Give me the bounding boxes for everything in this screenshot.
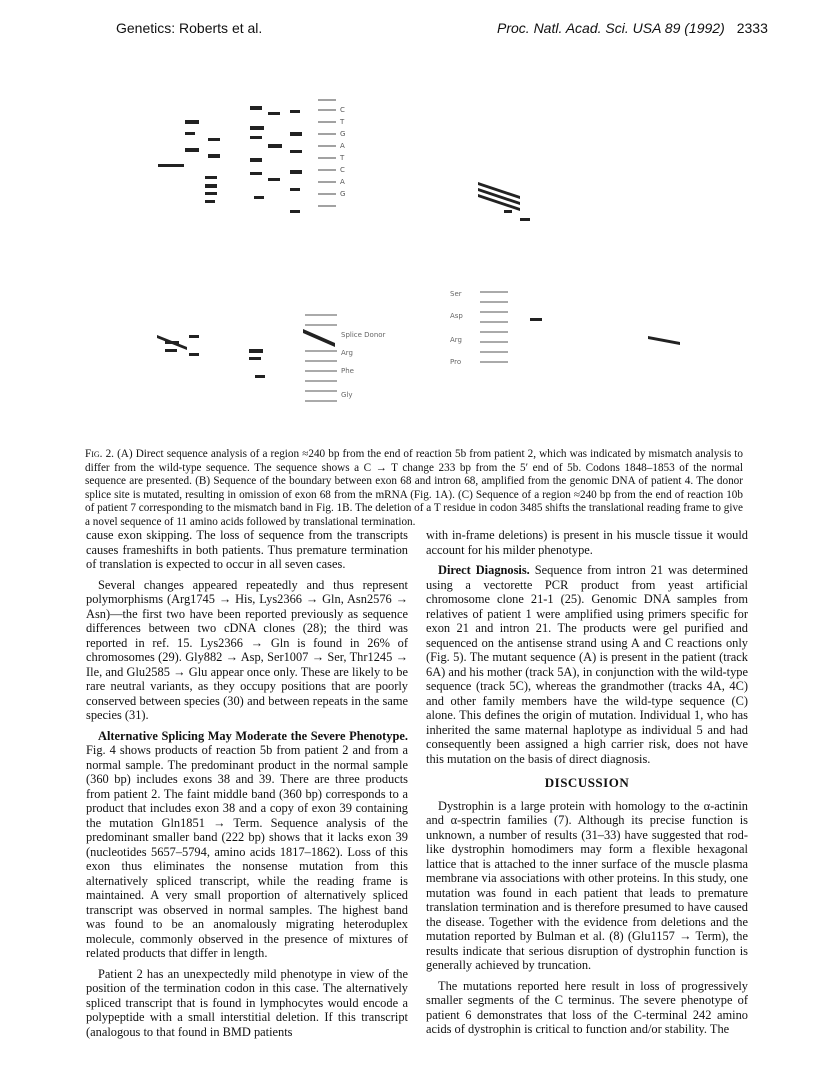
caption-lead: Fig. 2.	[85, 448, 114, 460]
running-head: Genetics: Roberts et al.	[116, 20, 263, 36]
amino-acid-label: Asp	[450, 312, 463, 320]
run-in-heading: Direct Diagnosis.	[438, 563, 530, 577]
base-label: G	[340, 190, 346, 198]
journal-name: Proc. Natl. Acad. Sci. USA 89 (1992)	[497, 20, 725, 36]
paragraph: Patient 2 has an unexpectedly mild phenotype in view of the position of the termination codon in this case. The alternatively spliced transcript that is found in lymphocytes would encode a polypeptide with a small interstitial deletion. If this transcript (analogous to that found in BMD patients	[86, 966, 408, 1039]
paragraph-body: Fig. 4 shows products of reaction 5b from patient 2 and from a normal sample. The predominant product in the normal sample (360 bp) includes exons 38 and 39. There are three products from patient 2. The faint middle band (360 bp) corresponds to a product that includes exon 38 and a copy of exon 39 containing the mutation Gln1851 → Term. Sequence analysis of the predominant smaller band (222 bp) shows that it lacks exon 39 (nucleotides 5657–5794, amino acids 1817–1862). Loss of this exon thus eliminates the nonsense mutation from this alternatively spliced transcript, while the reading frame is maintained. A very small proportion of alternatively spliced transcript was observed in normal samples. The highest band was found to be an anomalously migrating heteroduplex molecule, commonly observed in the presence of mixtures of related products that differ in length.	[86, 743, 408, 960]
paragraph: with in-frame deletions) is present in his muscle tissue it would account for his milder phenotype.	[426, 528, 748, 557]
caption-text: (A) Direct sequence analysis of a region ≈240 bp from the end of reaction 5b from patient 2, which was indicated by mismatch analysis to differ from the wild-type sequence. The sequence shows a C → T change 233 bp from the 5′ end of 5b. Codons 1848–1853 of the normal sequence are presented. (B) Sequence of the boundary between exon 68 and intron 68, amplified from the genomic DNA of patient 4. The donor splice site is mutated, resulting in omission of exon 68 from the mRNA (Fig. 1A). (C) Sequence of a region ≈240 bp from the end of reaction 10b of patient 7 corresponding to the mismatch band in Fig. 1B. The deletion of a T residue in codon 3485 shifts the translational reading frame to give a novel sequence of 11 amino acids followed by translational termination.	[85, 448, 743, 528]
paragraph: Several changes appeared repeatedly and thus represent polymorphisms (Arg1745 → His, Lys2366 → Gln, Asn2576 → Asn)—the first two have been reported previously as sequence differences between two cDNA clones (28); the third was reported in ref. 15. Lys2366 → Gln is found in 26% of chromosomes (29). Gly882 → Asp, Ser1007 → Ser, Thr1245 → Ile, and Glu2585 → Glu appear once only. These are likely to be rare neutral variants, as they occupy positions that are poorly conserved between species (30) and between repeats in the same species (31).	[86, 577, 408, 722]
amino-acid-label: Pro	[450, 358, 462, 366]
annotation-label: Gly	[341, 391, 353, 399]
base-label: C	[340, 106, 345, 114]
paragraph: cause exon skipping. The loss of sequence from the transcripts causes frameshifts in both patients. Thus premature termination of translation is expected to occur in all seven cases.	[86, 528, 408, 571]
annotation-label: Arg	[341, 349, 353, 357]
page-number: 2333	[736, 20, 768, 36]
paragraph: Dystrophin is a large protein with homology to the α-actinin and α-spectrin families (7). Although its precise function is unknown, a number of results (31–33) have suggested that rod-like dystrophin homodimers may form a flexible hexagonal lattice that is attached to the inner surface of the muscle plasma membrane via associations with other proteins. In this study, one mutation was found in each patient that leads to premature translation termination and is therefore presumed to have caused the disease. Together with the evidence from deletions and the mutation reported by Bulman et al. (8) (Glu1157 → Term), the results indicate that serious disruption of dystrophin function is generally achieved by truncation.	[426, 798, 748, 972]
paragraph: The mutations reported here result in loss of progressively smaller segments of the C terminus. The severe phenotype of patient 6 demonstrates that loss of the C-terminal 242 amino acids of dystrophin is critical to function and/or stability. The	[426, 978, 748, 1036]
amino-acid-label: Ser	[450, 290, 462, 298]
base-label: T	[340, 154, 345, 162]
paragraph-body: Sequence from intron 21 was determined using a vectorette PCR product from yeast artificial chromosome clone 21-1 (25). Genomic DNA samples from relatives of patient 1 were amplified using primers specific for exon 21 and intron 21. The products were gel purified and sequenced on the antisense strand using A and C reactions only (Fig. 5). The mutant sequence (A) is present in the patient (track 6A) and his mother (track 5A), in conjunction with the wild-type sequence (track 5C), whereas the grandmother (tracks 4A, 4C) and other family members have the wild-type sequence (C) alone. This defines the origin of mutation. Individual 1, who has inherited the same maternal haplotype as individual 5 and had consequently been assigned a high carrier risk, does not have this mutation on the basis of direct diagnosis.	[426, 563, 748, 766]
section-heading: DISCUSSION	[544, 775, 630, 790]
base-label: A	[340, 142, 345, 150]
annotation-label: Splice Donor	[341, 331, 386, 339]
base-label: G	[340, 130, 346, 138]
left-column	[86, 528, 408, 1039]
gel-panel-a	[150, 88, 370, 258]
base-label: C	[340, 166, 345, 174]
paragraph-with-heading	[426, 563, 748, 766]
base-label: T	[340, 118, 345, 126]
gel-panel-c	[420, 170, 740, 380]
figure-caption	[85, 448, 743, 530]
base-label: A	[340, 178, 345, 186]
paragraph-with-heading	[86, 729, 408, 961]
journal-citation	[497, 20, 768, 36]
run-in-heading: Alternative Splicing May Moderate the Severe Phenotype.	[98, 728, 408, 743]
gel-panel-b	[115, 285, 386, 430]
right-column	[426, 528, 748, 1037]
amino-acid-label: Arg	[450, 336, 462, 344]
annotation-label: Phe	[341, 367, 354, 375]
